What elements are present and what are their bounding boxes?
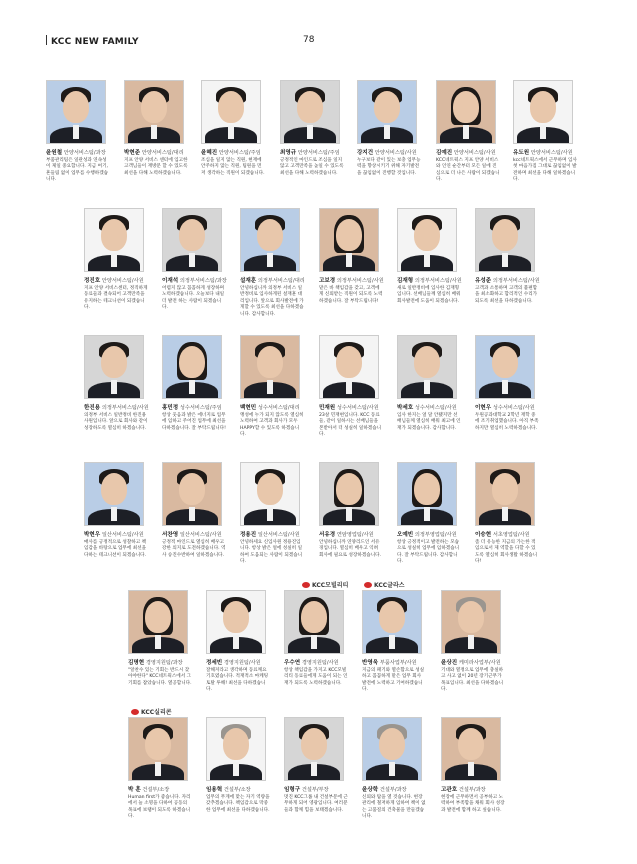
profile-photo — [319, 462, 379, 526]
profile-photo — [319, 335, 379, 399]
profile-card — [46, 80, 110, 184]
person-name: 정세빈 — [206, 660, 223, 666]
person-description: 현장에 근무하면서 공부하고 노력하여 부족함을 채워 회사 성장과 발전에 함께 하고 싶습니다. — [441, 795, 505, 813]
profile-photo — [84, 462, 144, 526]
person-name: 서유경 — [319, 532, 336, 538]
person-description: 23살 민재현입니다. KCC 동료들, 같이 일하시는 선배님들을 본받아서 더 성실히 일하겠습니다. — [319, 413, 382, 438]
profile-photo — [284, 717, 344, 781]
person-dept: 성수서비스팀/사원 — [413, 405, 457, 411]
person-description: 기대와 열정으로 업무에 충실하고 사고 없이 20년 장기근무가 목표입니다. 최선을 다하겠습니다. — [441, 668, 504, 693]
person-description: 안녕하세요 신입사원 정용진입니다. 항상 밝은 얼에 성실히 일하여 도움되는 사람이 되겠습니다. — [240, 540, 303, 565]
person-dept: 경영지원팀/과장 — [144, 660, 183, 666]
person-description: 안녕하십니까 의정부 서비스 일반정비로 입사하게된 설재훈 대리입니다. 앞으로 회사발전에 가게할 수 있도록 최선을 다하겠습니다. 감사합니다. — [240, 286, 304, 317]
person-dept: 의정부서비스팀/대리 — [256, 278, 305, 284]
person-description: 항상 웃음과 밝은 에너지로 업무에 임하고 주어진 업무에 최선을 다하겠습니다. 잘 부탁드립니다! — [162, 413, 226, 431]
person-dept: 케미라사업부/사원 — [457, 660, 501, 666]
person-dept: 안양서비스팀/과장 — [62, 150, 106, 156]
person-dept: 안양서비스팀/사원 — [373, 150, 417, 156]
profile-photo — [397, 462, 457, 526]
page-header — [46, 35, 139, 47]
profile-photo — [124, 80, 184, 144]
profile-card — [319, 208, 383, 305]
person-name-line — [280, 148, 344, 156]
profile-photo — [362, 717, 422, 781]
person-name: 박 훈 — [128, 787, 141, 793]
person-description: 업무의 무게에 맞는 자기 역량을 갖추겠습니다. 책임감으로 막중한 업무에 최선을 다하겠습니다. — [206, 795, 270, 813]
profile-photo — [284, 590, 344, 654]
profile-card — [475, 208, 539, 305]
profile-photo — [240, 335, 300, 399]
person-name-line — [362, 658, 426, 666]
person-description: Human first가 좋습니다. 자리에서 늘 소명을 다하여 공동의 목표에 보탬이 되도록 하겠습니다. — [128, 795, 191, 820]
person-name-line — [475, 403, 539, 411]
profile-photo — [280, 80, 340, 144]
person-dept: 건설부/과장 — [457, 787, 486, 793]
profile-card — [240, 208, 304, 318]
person-dept: 경영지원팀/사원 — [222, 660, 261, 666]
person-name-line — [284, 785, 348, 793]
person-description: 항상 긍정적이고 발전하는 모습으로 성실히 업무에 임하겠습니다. 잘 부탁드립니다. 감사합니다. — [397, 540, 460, 565]
person-description: 부품관리팀은 일관성과 연속성이 제일 중요합니다. 지금 여기, 흔들림 없이 업무를 수행하겠습니다. — [46, 158, 109, 183]
person-dept: 의정부서비스팀/과장 — [178, 278, 227, 284]
person-dept: 안양서비스팀/주임 — [296, 150, 340, 156]
person-name-line — [319, 530, 383, 538]
profile-card — [84, 462, 148, 559]
profile-photo — [46, 80, 106, 144]
person-name: 이재석 — [162, 278, 179, 284]
person-description: 멋진 KCC그룹 내 건설부문에 근무하게 되어 영광입니다. 여러분들과 함께 힘을 보태겠습니다. — [284, 795, 348, 813]
person-dept: 건설부/과장 — [378, 787, 407, 793]
person-description: 두원공과대학교 2학년 재학 중에 조기취업했습니다. 아직 부족하지만 열심히 노력하겠습니다. — [475, 413, 539, 431]
person-description: 긍정적인 마인드로 조심을 일지 않고 고객만족을 높일 수 있도록 최선을 다해 노력하겠습니다. — [280, 158, 344, 176]
person-dept: 연암영업팀/사원 — [335, 532, 374, 538]
person-name: 오예빈 — [397, 532, 414, 538]
person-description: 지프 안양 서비스센터, 정직하게 동료들과 결속되어 고객만족을 유지하는 테크니션이 되겠습니다. — [84, 286, 148, 311]
person-dept: 일산서비스팀/사원 — [256, 532, 300, 538]
person-description: "알찬수 있는 기회는 반드시 찾아야한다" KCC네트웍스에서 그 기회를 잡았습니다. 열공합니다. — [128, 668, 192, 686]
profile-card — [397, 462, 461, 566]
profile-card — [206, 717, 270, 814]
person-name-line — [397, 276, 461, 284]
profile-photo — [84, 335, 144, 399]
person-dept: 의정부서비스팀/사원 — [491, 278, 540, 284]
person-name: 우수연 — [284, 660, 301, 666]
person-dept: 안양서비스팀/사원 — [100, 278, 144, 284]
person-description: 항상 책임감을 가지고 KCC모빌리티 동료들에게 도움이 되는 인재가 되도록 노력하겠습니다. — [284, 668, 348, 686]
person-name: 서찬영 — [162, 532, 179, 538]
person-description: 좀 더 유능한 지금의 가는한 적임으로서 제 역할을 다할 수 있도록 열심히 회사생활 하겠습니다! — [475, 540, 538, 565]
person-description: 지프 안양 서비스 센터에 입고한 고객님들이 재방문 할 수 있도록 최선을 다해 노력하겠습니다. — [124, 158, 188, 176]
profile-card — [84, 208, 148, 312]
kcc-silicone-logo: KCC실리콘 — [131, 707, 172, 716]
person-dept: 일산서비스팀/사원 — [178, 532, 222, 538]
person-name-line — [441, 658, 505, 666]
profile-card — [162, 462, 226, 559]
person-name: 윤상학 — [362, 787, 379, 793]
profile-card — [441, 717, 505, 814]
profile-photo — [397, 208, 457, 272]
person-dept: 안양서비스팀/사원 — [529, 150, 573, 156]
profile-card — [128, 590, 192, 687]
person-name: 설재훈 — [240, 278, 257, 284]
person-name: 반영욱 — [362, 660, 379, 666]
person-description: 긍정적 마인드로 열심히 배우고 강한 의지로 도전하겠습니다. 역사 승진수반하여 일하겠습니다. — [162, 540, 226, 558]
person-dept: 성수서비스팀/사원 — [491, 405, 535, 411]
person-name: 홍민정 — [162, 405, 179, 411]
page-number: 78 — [303, 35, 315, 45]
person-name-line — [513, 148, 577, 156]
profile-photo — [397, 335, 457, 399]
profile-photo — [362, 590, 422, 654]
profile-card — [206, 590, 270, 694]
profile-card — [319, 335, 383, 439]
person-name-line — [124, 148, 188, 156]
person-description: 입사 한지는 얼 달 안됐지만 선배님들께 열심히 배워 최고에 인재가 되겠습니다. 감사합니다. — [397, 413, 461, 431]
profile-photo — [84, 208, 144, 272]
profile-photo — [128, 717, 188, 781]
person-name: 임용혁 — [206, 787, 223, 793]
profile-card — [240, 335, 304, 439]
kcc-glass-logo: KCC글라스 — [364, 580, 405, 589]
person-dept: 성수서비스팀/사원 — [335, 405, 379, 411]
profile-card — [240, 462, 304, 566]
person-name-line — [397, 403, 461, 411]
profile-card — [319, 462, 383, 559]
person-name: 김재형 — [397, 278, 414, 284]
person-dept: 성수서비스팀/주임 — [178, 405, 222, 411]
person-dept: 서초영업팀/사원 — [491, 532, 530, 538]
person-name-line — [240, 403, 304, 411]
person-name: 고보경 — [319, 278, 336, 284]
person-dept: 안양서비스팀/대리 — [140, 150, 184, 156]
profile-photo — [441, 717, 501, 781]
person-description: 누구보다 같이 있는 보충 업무능력을 향상시키기 위해 자기발전을 끊임없이 진행할 것입니다. — [357, 158, 421, 176]
person-name-line — [46, 148, 110, 156]
person-dept: 건설부/소장 — [222, 787, 251, 793]
person-dept: 안양서비스팀/주임 — [217, 150, 261, 156]
person-name: 임형구 — [284, 787, 301, 793]
person-description: 의정부 서비스 일반정비 한진용 사원입니다. 앞으로 회사와 같이 성장하도록 열심히 하겠습니다. — [84, 413, 148, 431]
person-name: 박현준 — [124, 150, 141, 156]
person-description: kcc네트웍스에서 근무하며 입사 첫 마음가짐 그대로 끊임없이 발전하며 최선을 다해 일하겠습니다. — [513, 158, 577, 183]
person-description: 새로 일반정비에 입사한 김재형입니다. 선배님들께 열심히 배워 회사발전에 도움이 되겠습니다. — [397, 286, 461, 304]
person-description: 매사를 긍정적으로 성찰하고 책임감을 바탕으로 업무에 최선을 다하는 테크니션이 되겠습니다. — [84, 540, 147, 558]
profile-card — [124, 80, 188, 177]
profile-photo — [441, 590, 501, 654]
profile-card — [397, 208, 461, 305]
profile-photo — [162, 208, 222, 272]
person-description: 신뢰와 탑을 열 것습니다. 현장관리에 철저하게 임하여 책이 없는 고품질의 건축물을 만들겠습니다. — [362, 795, 426, 820]
person-name-line — [441, 785, 505, 793]
person-dept: 의정부서비스팀/사원 — [335, 278, 384, 284]
profile-photo — [475, 462, 535, 526]
person-name-line — [436, 148, 500, 156]
person-description: 조심을 일지 않는 직원, 현재에 안주하지 않는 직원, 팀원을 먼저 생각하는 직원이 되겠습니다. — [201, 158, 265, 176]
person-name: 김명현 — [128, 660, 145, 666]
person-name-line — [162, 403, 226, 411]
person-name-line — [319, 403, 383, 411]
person-dept: 의정부서비스팀/사원 — [413, 278, 462, 284]
person-description: 잘해져라고 생각하며 동료께요 기호였습니다. 적재적소 마케팅 토탈 투해! 최선을 다하겠습니다. — [206, 668, 269, 693]
person-name: 윤혜진 — [201, 150, 218, 156]
person-name-line — [319, 276, 383, 284]
person-name: 유도원 — [513, 150, 530, 156]
profile-card — [436, 80, 500, 184]
profile-photo — [206, 590, 266, 654]
person-dept: 건설부/소장 — [140, 787, 170, 793]
person-name: 민재원 — [319, 405, 336, 411]
person-name: 윤원철 — [46, 150, 63, 156]
profile-photo — [513, 80, 573, 144]
person-name-line — [240, 530, 304, 538]
profile-card — [284, 717, 348, 814]
profile-photo — [475, 335, 535, 399]
profile-photo — [319, 208, 379, 272]
profile-card — [397, 335, 461, 432]
person-name-line — [240, 276, 304, 284]
person-dept: 의정부영업팀/사원 — [413, 532, 457, 538]
profile-card — [513, 80, 577, 184]
profile-photo — [240, 462, 300, 526]
profile-card — [201, 80, 265, 177]
person-name-line — [475, 276, 539, 284]
person-dept: 일산서비스팀/사원 — [100, 532, 144, 538]
person-dept: 경영지원팀/사원 — [300, 660, 339, 666]
person-name: 유성준 — [475, 278, 492, 284]
person-name: 윤상진 — [441, 660, 458, 666]
person-dept: 부품사업부/사원 — [378, 660, 417, 666]
person-name: 정용진 — [240, 532, 257, 538]
person-name-line — [162, 530, 226, 538]
person-dept: 의정부서비스팀/사원 — [100, 405, 149, 411]
person-name-line — [84, 276, 148, 284]
person-name-line — [357, 148, 421, 156]
person-name: 박세호 — [397, 405, 414, 411]
person-name: 한진용 — [84, 405, 101, 411]
person-name: 이현우 — [475, 405, 492, 411]
person-dept: 건설부/부장 — [300, 787, 329, 793]
person-name-line — [162, 276, 226, 284]
person-name-line — [206, 658, 270, 666]
profile-card — [475, 462, 539, 566]
profile-card — [441, 590, 505, 694]
person-name: 박현우 — [84, 532, 101, 538]
person-name: 이승현 — [475, 532, 492, 538]
person-name-line — [284, 658, 348, 666]
person-description: 앵성에 누가 되지 않도록 열심히 노력하여 고객과 회사가 모두 HAPPY할 수 있도록 하겠습니다. — [240, 413, 304, 438]
person-description: 지금의 패기와 열손함으로 성실하고 꼼꼼하게 맡은 업무 회사 발전에 노력하고 기여하겠습니다. — [362, 668, 425, 693]
person-name-line — [128, 658, 192, 666]
person-name: 최영규 — [280, 150, 297, 156]
profile-photo — [206, 717, 266, 781]
profile-card — [280, 80, 344, 177]
profile-photo — [201, 80, 261, 144]
profile-photo — [240, 208, 300, 272]
person-description: 고객과 소통하며 고객의 불편함을 최소화하고 합리적인 수리가 되도록 최선을 다하겠습니다. — [475, 286, 538, 304]
section-label: NEW FAMILY — [74, 37, 139, 47]
person-name: 고관호 — [441, 787, 458, 793]
person-name-line — [362, 785, 426, 793]
person-description: 안녕하십니까 연양리드인 서유경입니다. 열심히 배우고 익혀 회사에 필요로 성장하겠습니다. — [319, 540, 382, 558]
profile-card — [357, 80, 421, 177]
person-name-line — [206, 785, 270, 793]
person-description: 맡은 바 책임감을 갖고, 고객에게 신뢰받는 직원이 되도록 노력하겠습니다. 잘 부탁드립니다! — [319, 286, 383, 304]
kcc-mobility-logo: KCC모빌리티 — [302, 580, 348, 589]
profile-card — [284, 590, 348, 687]
person-name-line — [84, 403, 148, 411]
person-name-line — [475, 530, 539, 538]
person-name: 백현민 — [240, 405, 257, 411]
person-name: 김예진 — [436, 150, 453, 156]
profile-photo — [162, 462, 222, 526]
profile-photo — [128, 590, 188, 654]
profile-card — [162, 208, 226, 312]
person-description: 어렵지 않고 꼼꼼하게 성장하며 노력하겠습니다. 오늘보다 내일 더 발전 하는 사람이 되겠습니다. — [162, 286, 225, 311]
person-name-line — [128, 785, 192, 793]
profile-card — [362, 590, 426, 694]
person-dept: 안양서비스팀/사원 — [452, 150, 496, 156]
person-name-line — [397, 530, 461, 538]
profile-photo — [357, 80, 417, 144]
profile-card — [84, 335, 148, 432]
profile-card — [475, 335, 539, 432]
person-name-line — [201, 148, 265, 156]
profile-card — [362, 717, 426, 821]
profile-photo — [162, 335, 222, 399]
person-dept: 성수서비스팀/대리 — [256, 405, 300, 411]
person-description: KCC네트웍스 지프 안양 서비스와 인연 순간부터 모든 일에 진심으로 더 나은 사람이 되겠습니다. — [436, 158, 500, 183]
person-name-line — [84, 530, 148, 538]
profile-card — [162, 335, 226, 432]
profile-photo — [475, 208, 535, 272]
profile-photo — [436, 80, 496, 144]
person-name: 강지건 — [357, 150, 374, 156]
person-name: 정진호 — [84, 278, 101, 284]
profile-card — [128, 717, 192, 821]
brand-label: KCC — [51, 37, 72, 47]
